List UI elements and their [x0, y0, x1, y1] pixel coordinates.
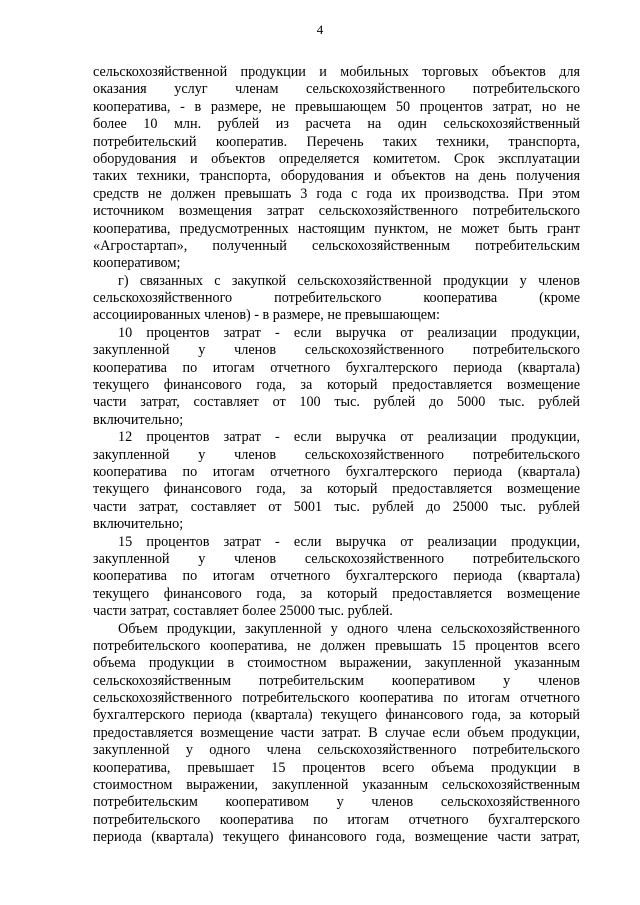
text-line: кооперативом; — [93, 255, 181, 272]
text-line: включительно; — [93, 516, 184, 533]
text-line: периода (квартала) текущего финансового года, возмещение части затрат, — [93, 829, 580, 846]
text-line: кооператива по итогам отчетного бухгалтерского периода (квартала) — [93, 463, 580, 480]
text-line: сельскохозяйственного потребительского кооператива по итогам отчетного — [93, 690, 580, 707]
text-line: «Агростартап», полученный сельскохозяйственным потребительским — [93, 237, 580, 254]
text-line: сельскохозяйственного потребительского кооператива (кроме — [93, 290, 580, 307]
text-line: таких техники, транспорта, оборудования и объектов на день получения — [93, 168, 580, 185]
text-line: объема продукции в стоимостном выражении, закупленной указанным — [93, 655, 580, 672]
text-line: потребительский кооператив. Перечень таких техники, транспорта, — [93, 133, 580, 150]
text-line: оборудования и объектов определяется комитетом. Срок эксплуатации — [93, 150, 580, 167]
text-line: сельскохозяйственным потребительским кооперативом у членов — [93, 672, 580, 689]
document-body — [93, 64, 580, 847]
text-line: 15 процентов затрат - если выручка от реализации продукции, — [118, 533, 580, 550]
text-line: закупленной у членов сельскохозяйственного потребительского — [93, 446, 580, 463]
text-line: закупленной у членов сельскохозяйственного потребительского — [93, 550, 580, 567]
text-line: 12 процентов затрат - если выручка от реализации продукции, — [118, 429, 580, 446]
text-line: ассоциированных членов) - в размере, не превышающем: — [93, 307, 440, 324]
page-number: 4 — [316, 22, 324, 37]
text-line: средств не должен превышать 3 года с года их производства. При этом — [93, 185, 580, 202]
text-line: части затрат, составляет более 25000 тыс. рублей. — [93, 603, 393, 620]
text-line: г) связанных с закупкой сельскохозяйственной продукции у членов — [118, 272, 580, 289]
text-line: потребительского кооператива по итогам отчетного бухгалтерского — [93, 811, 580, 828]
text-line: кооператива, превышает 15 процентов всего объема продукции в — [93, 759, 580, 776]
text-line: части затрат, составляет от 5001 тыс. рублей до 25000 тыс. рублей — [93, 498, 580, 515]
text-line: текущего финансового года, за который предоставляется возмещение — [93, 481, 580, 498]
text-line: оказания услуг членам сельскохозяйственного потребительского — [93, 81, 580, 98]
text-line: текущего финансового года, за который предоставляется возмещение — [93, 585, 580, 602]
text-line: Объем продукции, закупленной у одного члена сельскохозяйственного — [118, 620, 580, 637]
text-line: закупленной у членов сельскохозяйственного потребительского — [93, 342, 580, 359]
text-line: закупленной у одного члена сельскохозяйственного потребительского — [93, 742, 580, 759]
text-line: текущего финансового года, за который предоставляется возмещение — [93, 377, 580, 394]
text-line: предоставляется возмещение части затрат. В случае если объем продукции, — [93, 724, 580, 741]
text-line: включительно; — [93, 411, 184, 428]
text-line: бухгалтерского периода (квартала) текущего финансового года, за который — [93, 707, 580, 724]
text-line: кооператива по итогам отчетного бухгалтерского периода (квартала) — [93, 568, 580, 585]
text-line: стоимостном выражении, закупленной указанным сельскохозяйственным — [93, 777, 580, 794]
text-line: источником возмещения затрат сельскохозяйственного потребительского — [93, 203, 580, 220]
text-line: 10 процентов затрат - если выручка от реализации продукции, — [118, 324, 580, 341]
text-line: сельскохозяйственной продукции и мобильных торговых объектов для — [93, 64, 580, 80]
text-line: более 10 млн. рублей из расчета на один сельскохозяйственный — [93, 116, 580, 133]
text-line: потребительского кооператива, не должен превышать 15 процентов всего — [93, 637, 580, 654]
text-line: кооператива, предусмотренных настоящим пунктом, не может быть грант — [93, 220, 580, 237]
text-line: кооператива по итогам отчетного бухгалтерского периода (квартала) — [93, 359, 580, 376]
text-line: потребительским кооперативом у членов сельскохозяйственного — [93, 794, 580, 811]
text-line: кооператива, - в размере, не превышающем 50 процентов затрат, но не — [93, 98, 580, 115]
text-line: части затрат, составляет от 100 тыс. рублей до 5000 тыс. рублей — [93, 394, 580, 411]
